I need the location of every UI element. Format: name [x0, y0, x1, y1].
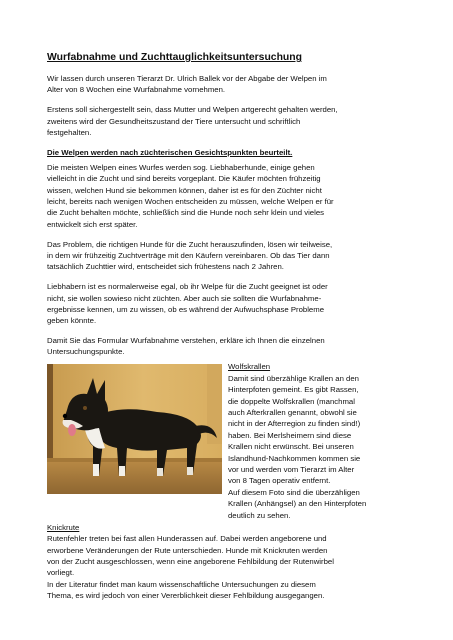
text-line: Rutenfehler treten bei fast allen Hunderassen auf. Dabei werden angeborene und: [47, 534, 327, 544]
text-line: auch Afterkrallen genannt, obwohl sie: [228, 407, 357, 417]
text-line: Damit sind überzählige Krallen an den: [228, 373, 359, 383]
text-line: zweitens wird der Gesundheitszustand der Tiere untersucht und schriftlich: [47, 116, 301, 126]
wolfskrallen-section: [47, 364, 405, 521]
text-line: die doppelte Wolfskrallen (manchmal: [228, 396, 355, 406]
text-line: wissen, welchen Hund sie bekommen können, daher ist es für den Züchter nicht: [47, 185, 322, 195]
form-explanation-paragraph: [47, 335, 405, 358]
text-line: ergebnisse kennen, um zu wissen, ob es während der Aufwuchsphase Probleme: [47, 304, 325, 314]
text-line: geben könnte.: [47, 316, 97, 326]
knickrute-section: [47, 522, 405, 578]
text-line: von der Zucht ausgeschlossen, wenn eine angeborene Fehlbildung der Rutenwirbel: [47, 556, 334, 566]
text-line: Das Problem, die richtigen Hunde für die Zucht herauszufinden, lösen wir teilweise,: [47, 239, 333, 249]
page-title: Wurfabnahme und Zuchttauglichkeitsuntersuchung: [47, 52, 302, 63]
text-line: entwickelt sich erst später.: [47, 219, 138, 229]
text-line: Thema, es wird jedoch von einer Vererblichkeit dieser Fehlbildung ausgegangen.: [47, 590, 325, 600]
text-line: Untersuchungspunkte.: [47, 347, 125, 357]
text-line: Hinterpfoten gemeint. Es gibt Rassen,: [228, 385, 359, 395]
literature-paragraph: [47, 579, 405, 602]
text-line: deutlich zu sehen.: [228, 510, 291, 520]
text-line: von 8 Tagen operativ entfernt.: [228, 476, 331, 486]
text-line: Krallen nicht erwünscht. Bei unseren: [228, 442, 354, 452]
text-line: in dem wir frühzeitig Zuchtverträge mit den Käufern vereinbaren. Ob das Tier dann: [47, 250, 330, 260]
purpose-paragraph: [47, 104, 405, 138]
wolfskrallen-title: Wolfskrallen: [228, 362, 271, 372]
text-line: die Zucht behalten möchte, schließlich sind die Hunde noch sehr klein und vieles: [47, 208, 325, 218]
text-line: leicht, bereits nach wenigen Wochen entscheiden zu müssen, welche Welpen er für: [47, 197, 334, 207]
text-line: Die meisten Welpen eines Wurfes werden sog. Liebhaberhunde, einige gehen: [47, 163, 315, 173]
text-line: haben. Bei Merlsheimern sind diese: [228, 430, 352, 440]
text-line: Krallen (Anhängsel) an den Hinterpfoten: [228, 499, 367, 509]
text-line: vielleicht in die Zucht und sind bereits vorgeplant. Die Käufer möchten frühzeitig: [47, 174, 321, 184]
wolfskrallen-caption: [228, 361, 366, 521]
text-line: Alter von 8 Wochen eine Wurfabnahme vornehmen.: [47, 85, 226, 95]
intro-paragraph: [47, 73, 405, 96]
problem-paragraph: [47, 239, 405, 273]
text-line: Erstens soll sichergestellt sein, dass Mutter und Welpen artgerecht gehalten werden,: [47, 105, 338, 115]
text-line: In der Literatur findet man kaum wissenschaftliche Untersuchungen zu diesem: [47, 579, 316, 589]
text-line: Damit Sie das Formular Wurfabnahme verstehen, erkläre ich Ihnen die einzelnen: [47, 336, 325, 346]
text-line: Auf diesem Foto sind die überzähligen: [228, 487, 360, 497]
text-line: tatsächlich Zuchttier wird, entscheidet sich frühestens nach 2 Jahren.: [47, 262, 284, 272]
text-line: Wir lassen durch unseren Tierarzt Dr. Ulrich Ballek vor der Abgabe der Welpen im: [47, 74, 327, 83]
text-line: vorliegt.: [47, 568, 75, 578]
text-line: vor und werden vom Tierarzt im Alter: [228, 465, 355, 475]
puppies-paragraph: [47, 162, 405, 230]
text-line: nicht in der Afterregion zu finden sind!): [228, 419, 361, 429]
text-line: festgehalten.: [47, 127, 92, 137]
document-page: [47, 52, 405, 610]
text-line: Islandhund-Nachkommen kommen sie: [228, 453, 361, 463]
section-subheading: Die Welpen werden nach züchterischen Gesichtspunkten beurteilt.: [47, 147, 293, 157]
text-line: Liebhabern ist es normalerweise egal, ob ihr Welpe für die Zucht geeignet ist oder: [47, 282, 328, 292]
owners-paragraph: [47, 281, 405, 326]
dog-photo: [47, 364, 222, 494]
knickrute-title: Knickrute: [47, 523, 80, 533]
text-line: erworbene Veränderungen der Rute unterschieden. Hunde mit Knickruten werden: [47, 545, 328, 555]
text-line: nicht, sie wollen sowieso nicht züchten. Aber auch sie sollten die Wurfabnahme-: [47, 293, 322, 303]
